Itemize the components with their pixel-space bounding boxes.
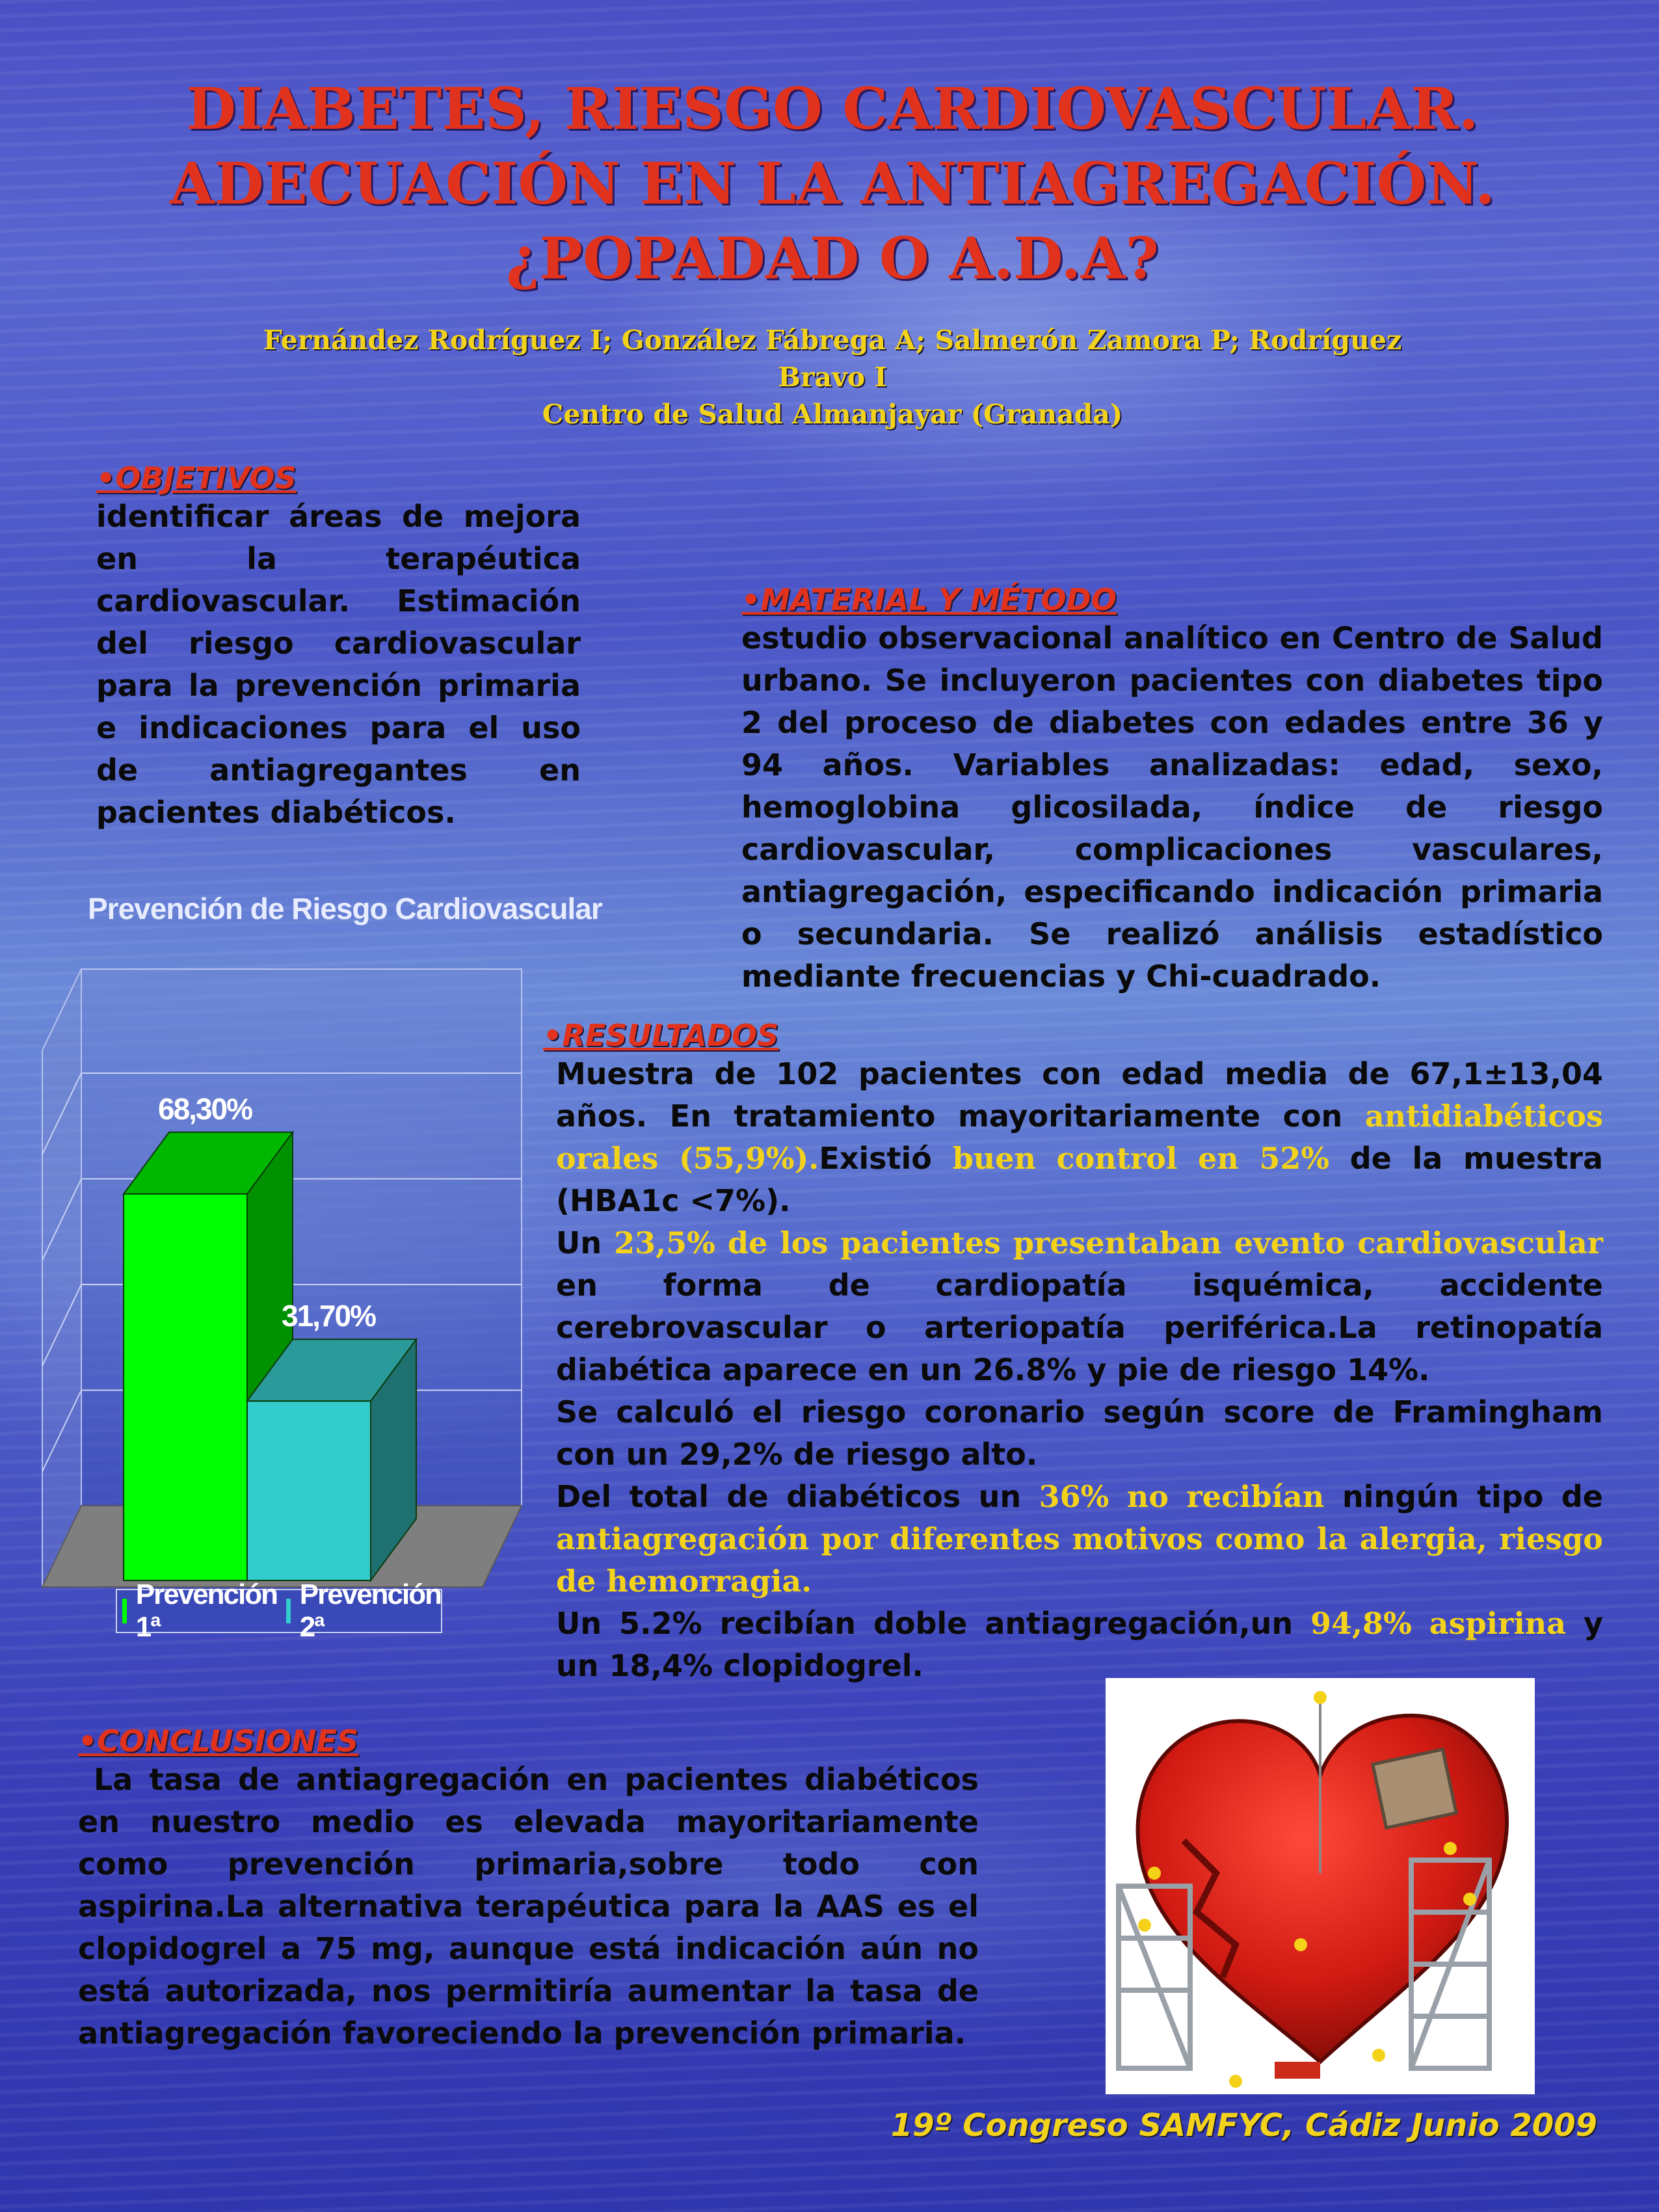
title-line-2: ADECUACIÓN EN LA ANTIAGREGACIÓN. [170,150,1495,217]
resultados-p4-highlight-3: antiagregación por diferentes motivos como la alergia, riesgo de hemorragia. [556,1521,1603,1599]
bar-1 [124,1194,247,1580]
authors-block [195,322,1470,433]
affiliation: Centro de Salud Almanjayar (Granada) [542,399,1123,430]
resultados-p4-space [1109,1479,1127,1514]
heart-patch [1373,1750,1456,1828]
resultados-paragraph-1 [543,1053,1603,1222]
resultados-heading [543,1018,1603,1053]
resultados-paragraph-3: Se calculó el riesgo coronario según score de Framingham con un 29,2% de riesgo alto. [556,1394,1603,1472]
heart-shape [1138,1716,1507,2062]
title-line-1: DIABETES, RIESGO CARDIOVASCULAR. [186,75,1479,142]
legend-label-2: Prevención 2ª [299,1579,441,1643]
resultados-paragraph-4 [543,1476,1603,1603]
chart-legend [116,1579,442,1643]
resultados-paragraph-5 [543,1603,1603,1687]
legend-label-1: Prevención 1ª [135,1579,277,1643]
resultados-p2-text-2: en forma de cardiopatía isquémica, accidente cerebrovascular o arteriopatía periférica.La retinopatía diabética aparece en un 26.8% y pie de riesgo 14%. [556,1268,1603,1387]
resultados-paragraph-2 [543,1222,1603,1391]
resultados-p5-highlight-2: aspirina [1429,1606,1567,1641]
resultados-p2-highlight: 23,5% de los pacientes presentaban evento cardiovascular [614,1225,1603,1260]
conclusiones-text: La tasa de antiagregación en pacientes diabéticos en nuestro medio es elevada mayoritariamente como prevención primaria,sobre todo con aspirina.La alternativa terapéutica para la AAS es el clopidogrel a 75 mg, aunque está indicación aún no está autorizada, nos permitiría aumentar la tasa de antiagregación favoreciendo la prevención primaria. [78,1762,979,2051]
conclusiones-section [78,1724,979,2055]
resultados-p1-text-2: Existió [819,1141,953,1176]
resultados-section [543,1018,1603,1687]
conclusiones-bullet: • [78,1724,98,1759]
authors-line-1: Fernández Rodríguez I; González Fábrega A; Salmerón Zamora P; Rodríguez [263,325,1402,356]
footer-congress: 19º Congreso SAMFYC, Cádiz Junio 2009 [890,2107,1597,2144]
legend-swatch-1 [122,1599,127,1623]
conclusiones-heading-text: CONCLUSIONES [97,1724,359,1759]
objetivos-section [96,460,581,834]
resultados-p2-text: Un [556,1225,615,1260]
resultados-heading-text: RESULTADOS [562,1018,779,1053]
bar-value-label-1: 68,30% [157,1091,252,1126]
heart-construction-image [1106,1678,1535,2094]
resultados-p5-text: Un 5.2% recibían doble antiagregación,un [556,1606,1311,1641]
objetivos-bullet: • [96,460,116,496]
resultados-p1-highlight-1: antidiabéticos orales (55,9%). [556,1099,1603,1176]
material-heading-text: MATERIAL Y MÉTODO [760,582,1117,617]
objetivos-heading [96,460,581,496]
poster-title [98,72,1567,296]
resultados-p5-highlight-1: 94,8% [1310,1606,1412,1641]
resultados-p5-text-2: y un 18,4% clopidogrel. [556,1606,1604,1683]
material-heading [741,582,1603,617]
bar-2 [247,1401,371,1580]
resultados-p4-highlight-1: 36% [1039,1479,1109,1514]
chart-title: Prevención de Riesgo Cardiovascular [88,892,602,926]
resultados-p4-highlight-2: no recibían [1126,1479,1325,1514]
bar-value-label-2: 31,70% [281,1299,376,1333]
resultados-p1-text: Muestra de 102 pacientes con edad media de 67,1±13,04 años. En tratamiento mayoritariamente con [556,1056,1603,1134]
chart-side-wall [42,969,81,1587]
title-line-3: ¿POPADAD O A.D.A? [506,224,1159,292]
resultados-p1-text-3: de la muestra (HBA1c <7%). [556,1141,1603,1218]
resultados-p4-text: Del total de diabéticos un [556,1479,1039,1514]
material-section [741,582,1603,998]
resultados-p1-highlight-2: buen control en 52% [952,1141,1330,1176]
heart-construction-icon [1106,1678,1535,2094]
objetivos-heading-text: OBJETIVOS [115,460,297,496]
objetivos-text: identificar áreas de mejora en la terapéutica cardiovascular. Estimación del riesgo cardiovascular para la prevención primaria e indicaciones para el uso de antiagregantes en pacientes diabéticos. [96,499,581,830]
resultados-p5-space [1412,1606,1429,1641]
authors-line-2: Bravo I [778,362,887,393]
resultados-bullet: • [543,1018,563,1053]
prevention-bar-chart [26,956,533,1646]
resultados-p4-text-2: ningún tipo de [1324,1479,1603,1514]
legend-swatch-2 [286,1599,291,1623]
material-bullet: • [741,582,761,617]
conclusiones-heading [78,1724,979,1759]
material-text: estudio observacional analítico en Centro de Salud urbano. Se incluyeron pacientes con diabetes tipo 2 del proceso de diabetes con edades entre 36 y 94 años. Variables analizadas: edad, sexo, hemoglobina glicosilada, índice de riesgo cardiovascular, complicaciones vasculares, antiagregación, especificando indicación primaria o secundaria. Se realizó análisis estadístico mediante frecuencias y Chi-cuadrado. [741,620,1603,994]
